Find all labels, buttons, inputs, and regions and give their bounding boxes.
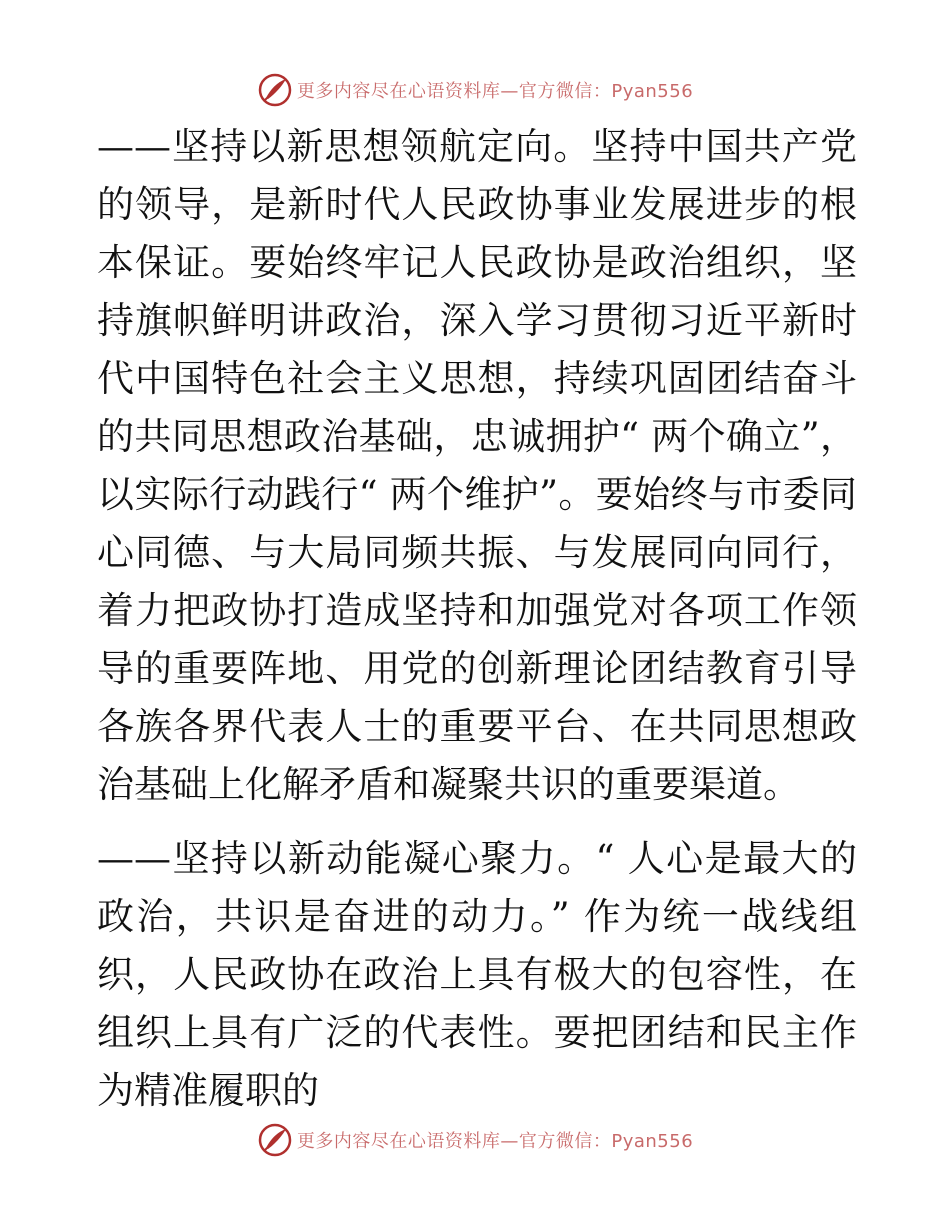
- document-body: [97, 118, 857, 1120]
- footer-watermark-banner: [0, 1120, 950, 1160]
- header-watermark-banner: [0, 70, 950, 110]
- paragraph-2: ——坚持以新动能凝心聚力。“ 人心是最大的政治，共识是奋进的动力。” 作为统一战线组织，人民政协在政治上具有极大的包容性，在组织上具有广泛的代表性。要把团结和民主作为精准履职的: [97, 837, 857, 1112]
- paragraph-1: ——坚持以新思想领航定向。坚持中国共产党的领导，是新时代人民政协事业发展进步的根本保证。要始终牢记人民政协是政治组织，坚持旗帜鲜明讲政治，深入学习贯彻习近平新时代中国特色社会主义思想，持续巩固团结奋斗的共同思想政治基础，忠诚拥护“ 两个确立”，以实际行动践行“ 两个维护”。要始终与市委同心同德、与大局同频共振、与发展同向同行，着力把政协打造成坚持和加强党对各项工作领导的重要阵地、用党的创新理论团结教育引导各族各界代表人士的重要平台、在共同思想政治基础上化解矛盾和凝聚共识的重要渠道。: [97, 125, 857, 806]
- quill-pen-logo-icon: [257, 72, 293, 108]
- footer-banner-text: 更多内容尽在心语资料库—官方微信：Pyan556: [296, 1131, 694, 1152]
- quill-pen-logo-icon: [257, 1122, 293, 1158]
- header-banner-text: 更多内容尽在心语资料库—官方微信：Pyan556: [296, 81, 694, 102]
